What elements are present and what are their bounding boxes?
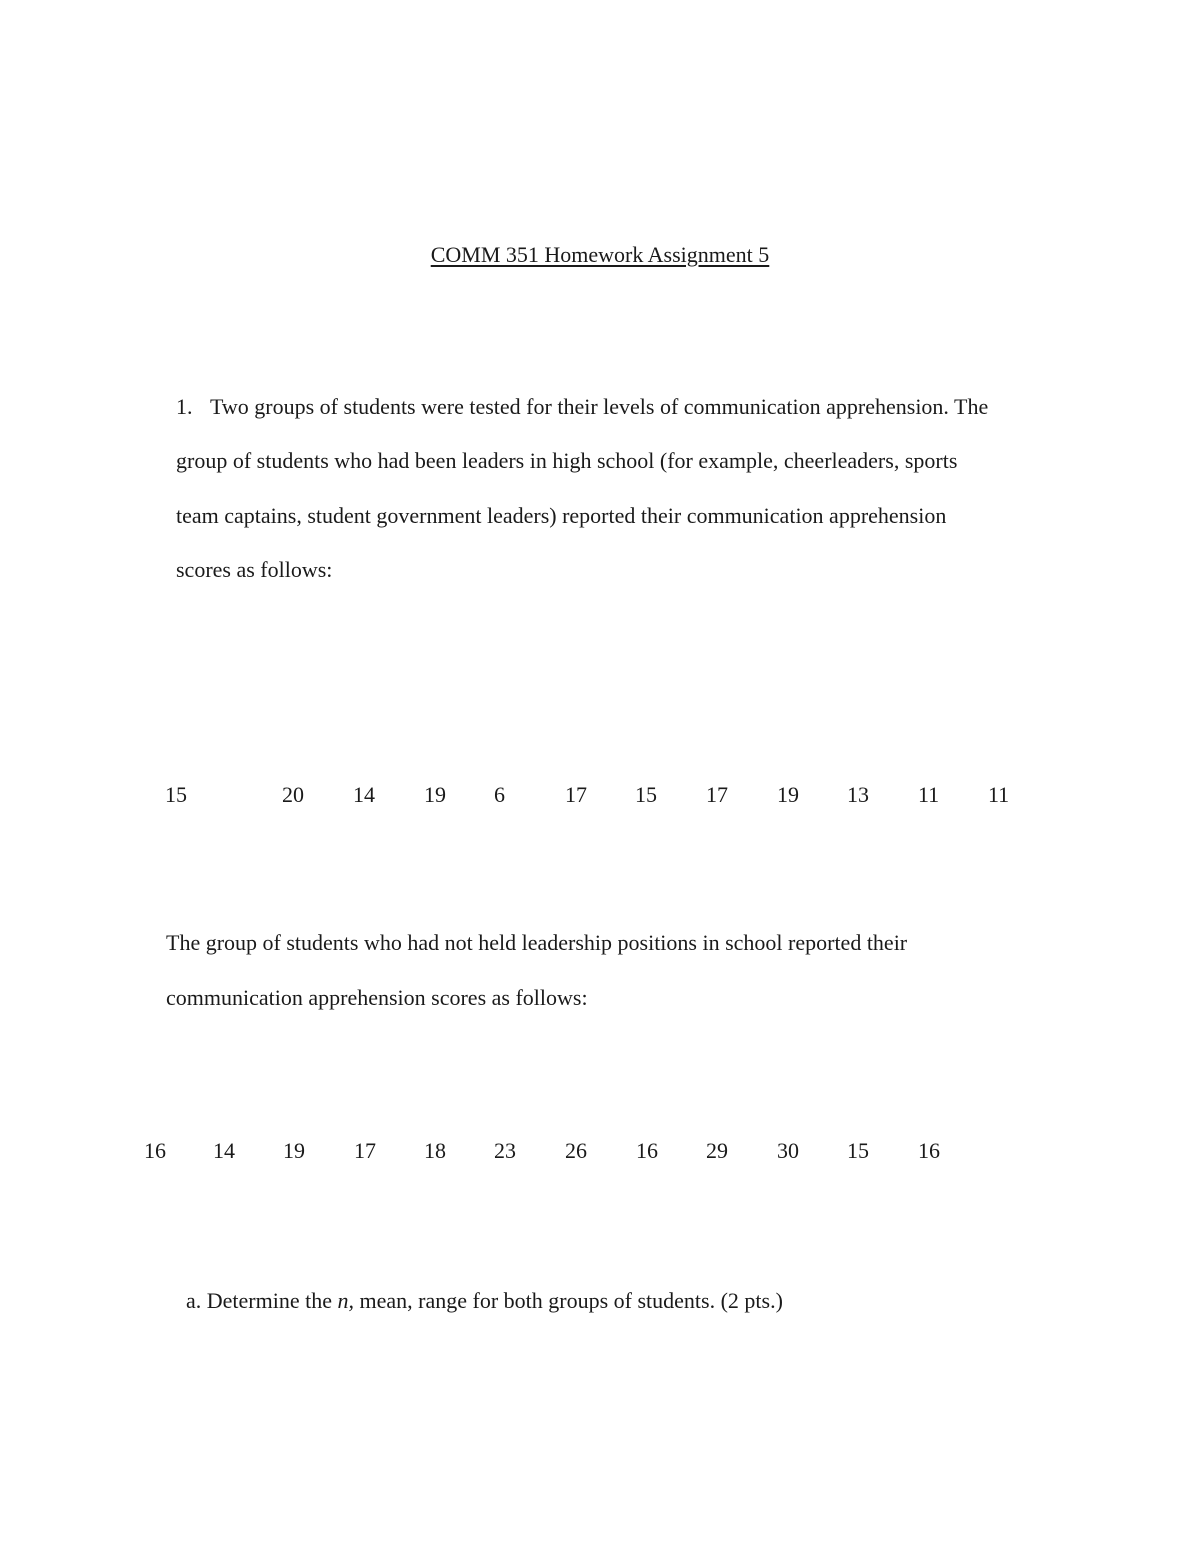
leader-score: 15: [165, 782, 187, 807]
non-leader-score: 23: [494, 1138, 516, 1163]
non-leaders-paragraph-line-1: The group of students who had not held leadership positions in school reported their: [166, 930, 908, 955]
sub-question-a-italic: n,: [337, 1288, 354, 1313]
non-leader-score: 29: [706, 1138, 728, 1163]
leader-score: 13: [847, 782, 869, 807]
non-leader-score: 16: [144, 1138, 166, 1163]
leader-score: 17: [706, 782, 728, 807]
leader-score: 20: [282, 782, 304, 807]
non-leader-score: 30: [777, 1138, 799, 1163]
non-leader-score: 14: [213, 1138, 235, 1163]
non-leader-score: 16: [918, 1138, 940, 1163]
question-1-text-line-2: group of students who had been leaders in high school (for example, cheerleaders, sports: [176, 448, 958, 473]
leader-score: 19: [424, 782, 446, 807]
non-leader-score: 26: [565, 1138, 587, 1163]
leader-score: 14: [353, 782, 375, 807]
leader-score: 15: [635, 782, 657, 807]
leader-score: 6: [494, 782, 505, 807]
non-leaders-paragraph-line-2: communication apprehension scores as follows:: [166, 985, 588, 1010]
non-leader-score: 15: [847, 1138, 869, 1163]
question-1-line-1: [176, 393, 988, 421]
sub-question-a-prefix: a. Determine the: [186, 1288, 338, 1313]
leader-score: 19: [777, 782, 799, 807]
leader-score: 11: [918, 782, 940, 807]
non-leader-score: 16: [636, 1138, 658, 1163]
sub-question-a: [186, 1287, 783, 1315]
question-number: 1.: [176, 394, 193, 419]
non-leader-score: 17: [354, 1138, 376, 1163]
leader-score: 17: [565, 782, 587, 807]
leader-score: 11: [988, 782, 1010, 807]
question-1-text-line-4: scores as follows:: [176, 557, 333, 582]
non-leader-score: 19: [283, 1138, 305, 1163]
sub-question-a-suffix: mean, range for both groups of students. (2 pts.): [354, 1288, 783, 1313]
question-1-text-line-1: Two groups of students were tested for their levels of communication apprehension. The: [210, 394, 989, 419]
question-1-text-line-3: team captains, student government leaders) reported their communication apprehension: [176, 503, 947, 528]
non-leader-score: 18: [424, 1138, 446, 1163]
page-title: COMM 351 Homework Assignment 5: [430, 242, 770, 267]
